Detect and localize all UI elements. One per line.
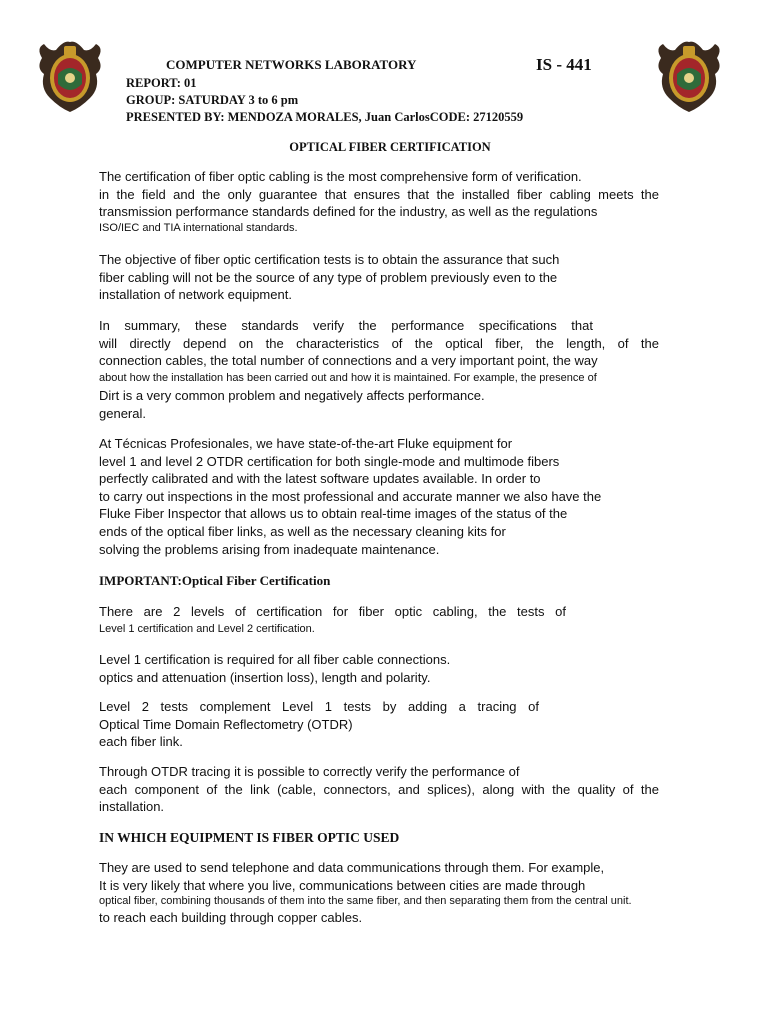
text-line: level 1 and level 2 OTDR certification for both single-mode and multimode fibers: [99, 453, 560, 469]
paragraph-summary: [99, 317, 659, 423]
text-line: ends of the optical fiber links, as well as the necessary cleaning kits for: [99, 523, 506, 539]
text-line: It is very likely that where you live, communications between cities are made through: [99, 877, 586, 893]
equipment-heading: IN WHICH EQUIPMENT IS FIBER OPTIC USED: [99, 830, 400, 845]
text-line: each fiber link.: [99, 734, 183, 750]
text-line: installation of network equipment.: [99, 287, 292, 303]
paragraph-level2: [99, 698, 539, 751]
paragraph-levels: [99, 603, 566, 638]
presenter-line: PRESENTED BY: MENDOZA MORALES, Juan CarlosCODE: 27120559: [126, 110, 524, 124]
text-line: The certification of fiber optic cabling is the most comprehensive form of verification.: [99, 169, 582, 184]
course-code: IS - 441: [536, 55, 592, 74]
paragraph-level1: [99, 651, 450, 686]
text-line: solving the problems arising from inadequate maintenance.: [99, 541, 440, 557]
paragraph-otdr: [99, 763, 659, 816]
document-title: OPTICAL FIBER CERTIFICATION: [289, 140, 491, 154]
text-line: transmission performance standards defined for the industry, as well as the regulations: [99, 204, 598, 220]
text-line: will directly depend on the characteristics of the optical fiber, the length, of the: [99, 335, 659, 351]
text-line: to reach each building through copper cables.: [99, 910, 363, 926]
text-line: installation.: [99, 799, 165, 815]
report-number: REPORT: 01: [126, 76, 197, 90]
text-line: Level 1 certification and Level 2 certification.: [99, 622, 315, 635]
text-line: each component of the link (cable, connectors, and splices), along with the quality of the: [99, 781, 659, 797]
text-line: Optical Time Domain Reflectometry (OTDR): [99, 716, 353, 732]
text-line: At Técnicas Profesionales, we have state-of-the-art Fluke equipment for: [99, 436, 513, 451]
text-line: ISO/IEC and TIA international standards.: [99, 221, 298, 234]
text-line: The objective of fiber optic certification tests is to obtain the assurance that such: [99, 252, 560, 267]
text-line: Level 1 certification is required for all fiber cable connections.: [99, 652, 451, 667]
text-line: They are used to send telephone and data communications through them. For example,: [99, 860, 605, 875]
important-heading: IMPORTANT:Optical Fiber Certification: [99, 573, 331, 588]
lab-title: COMPUTER NETWORKS LABORATORY: [166, 57, 417, 72]
text-line: Level 2 tests complement Level 1 tests by adding a tracing of: [99, 699, 539, 714]
text-line: about how the installation has been carried out and how it is maintained. For example, the presence of: [99, 371, 597, 384]
university-emblem-icon: [34, 38, 106, 114]
text-line: connection cables, the total number of connections and a very important point, the way: [99, 353, 598, 369]
paragraph-equipment: [99, 435, 601, 558]
paragraph-objective: [99, 251, 559, 304]
paragraph-intro: [99, 168, 659, 235]
text-line: Fluke Fiber Inspector that allows us to obtain real-time images of the status of the: [99, 506, 568, 522]
text-line: perfectly calibrated and with the latest software updates available. In order to: [99, 471, 541, 487]
text-line: general.: [99, 405, 146, 421]
text-line: in the field and the only guarantee that ensures that the installed fiber cabling meets the: [99, 186, 659, 202]
university-emblem-icon: [653, 38, 725, 114]
text-line: Dirt is a very common problem and negatively affects performance.: [99, 388, 485, 404]
group-schedule: GROUP: SATURDAY 3 to 6 pm: [126, 93, 299, 107]
text-line: fiber cabling will not be the source of any type of problem previously even to the: [99, 269, 558, 285]
paragraph-usage: [99, 859, 632, 927]
text-line: optical fiber, combining thousands of them into the same fiber, and then separating them from the central unit.: [99, 895, 632, 908]
text-line: to carry out inspections in the most professional and accurate manner we also have the: [99, 488, 602, 504]
text-line: In summary, these standards verify the performance specifications that: [99, 318, 593, 333]
text-line: There are 2 levels of certification for fiber optic cabling, the tests of: [99, 604, 566, 619]
text-line: optics and attenuation (insertion loss), length and polarity.: [99, 669, 431, 685]
text-line: Through OTDR tracing it is possible to correctly verify the performance of: [99, 764, 520, 779]
